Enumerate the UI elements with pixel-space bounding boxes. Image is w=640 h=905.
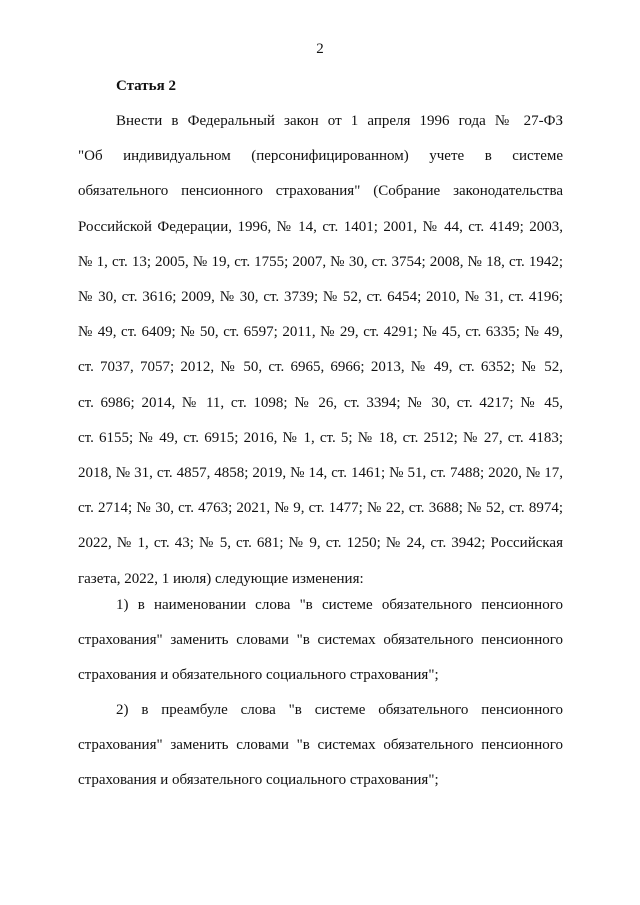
text-line: страхования" заменить словами "в системах обязательного пенсионного xyxy=(78,632,563,649)
amendment-item-2 xyxy=(78,693,563,799)
text-line: № 1, ст. 13; 2005, № 19, ст. 1755; 2007, № 30, ст. 3754; 2008, № 18, ст. 1942; xyxy=(78,253,563,270)
text-line: 2018, № 31, ст. 4857, 4858; 2019, № 14, ст. 1461; № 51, ст. 7488; 2020, № 17, xyxy=(78,465,563,482)
text-line: страхования и обязательного социального страхования"; xyxy=(78,772,439,789)
text-line: 1) в наименовании слова "в системе обязательного пенсионного xyxy=(116,597,563,613)
text-line: Внести в Федеральный закон от 1 апреля 1996 года № 27-ФЗ xyxy=(116,113,563,129)
text-line: страхования и обязательного социального страхования"; xyxy=(78,667,439,684)
text-line: ст. 6155; № 49, ст. 6915; 2016, № 1, ст. 5; № 18, ст. 2512; № 27, ст. 4183; xyxy=(78,429,563,446)
text-line: 2022, № 1, ст. 43; № 5, ст. 681; № 9, ст. 1250; № 24, ст. 3942; Российская xyxy=(78,535,563,552)
text-line: ст. 6986; 2014, № 11, ст. 1098; № 26, ст. 3394; № 30, ст. 4217; № 45, xyxy=(78,394,563,411)
text-line: обязательного пенсионного страхования" (Собрание законодательства xyxy=(78,183,563,200)
text-line: 2) в преамбуле слова "в системе обязательного пенсионного xyxy=(116,702,563,718)
text-line: "Об индивидуальном (персонифицированном) учете в системе xyxy=(78,148,563,165)
text-line: страхования" заменить словами "в системах обязательного пенсионного xyxy=(78,737,563,754)
text-line: № 49, ст. 6409; № 50, ст. 6597; 2011, № 29, ст. 4291; № 45, ст. 6335; № 49, xyxy=(78,324,563,341)
text-line: газета, 2022, 1 июля) следующие изменения: xyxy=(78,570,364,587)
page-number: 2 xyxy=(316,41,324,57)
text-line: ст. 2714; № 30, ст. 4763; 2021, № 9, ст. 1477; № 22, ст. 3688; № 52, ст. 8974; xyxy=(78,500,563,517)
text-line: № 30, ст. 3616; 2009, № 30, ст. 3739; № 52, ст. 6454; 2010, № 31, ст. 4196; xyxy=(78,289,563,306)
text-line: ст. 7037, 7057; 2012, № 50, ст. 6965, 6966; 2013, № 49, ст. 6352; № 52, xyxy=(78,359,563,376)
intro-paragraph xyxy=(78,104,563,597)
article-heading: Статья 2 xyxy=(116,78,176,94)
amendment-item-1 xyxy=(78,588,563,694)
text-line: Российской Федерации, 1996, № 14, ст. 1401; 2001, № 44, ст. 4149; 2003, xyxy=(78,218,563,235)
